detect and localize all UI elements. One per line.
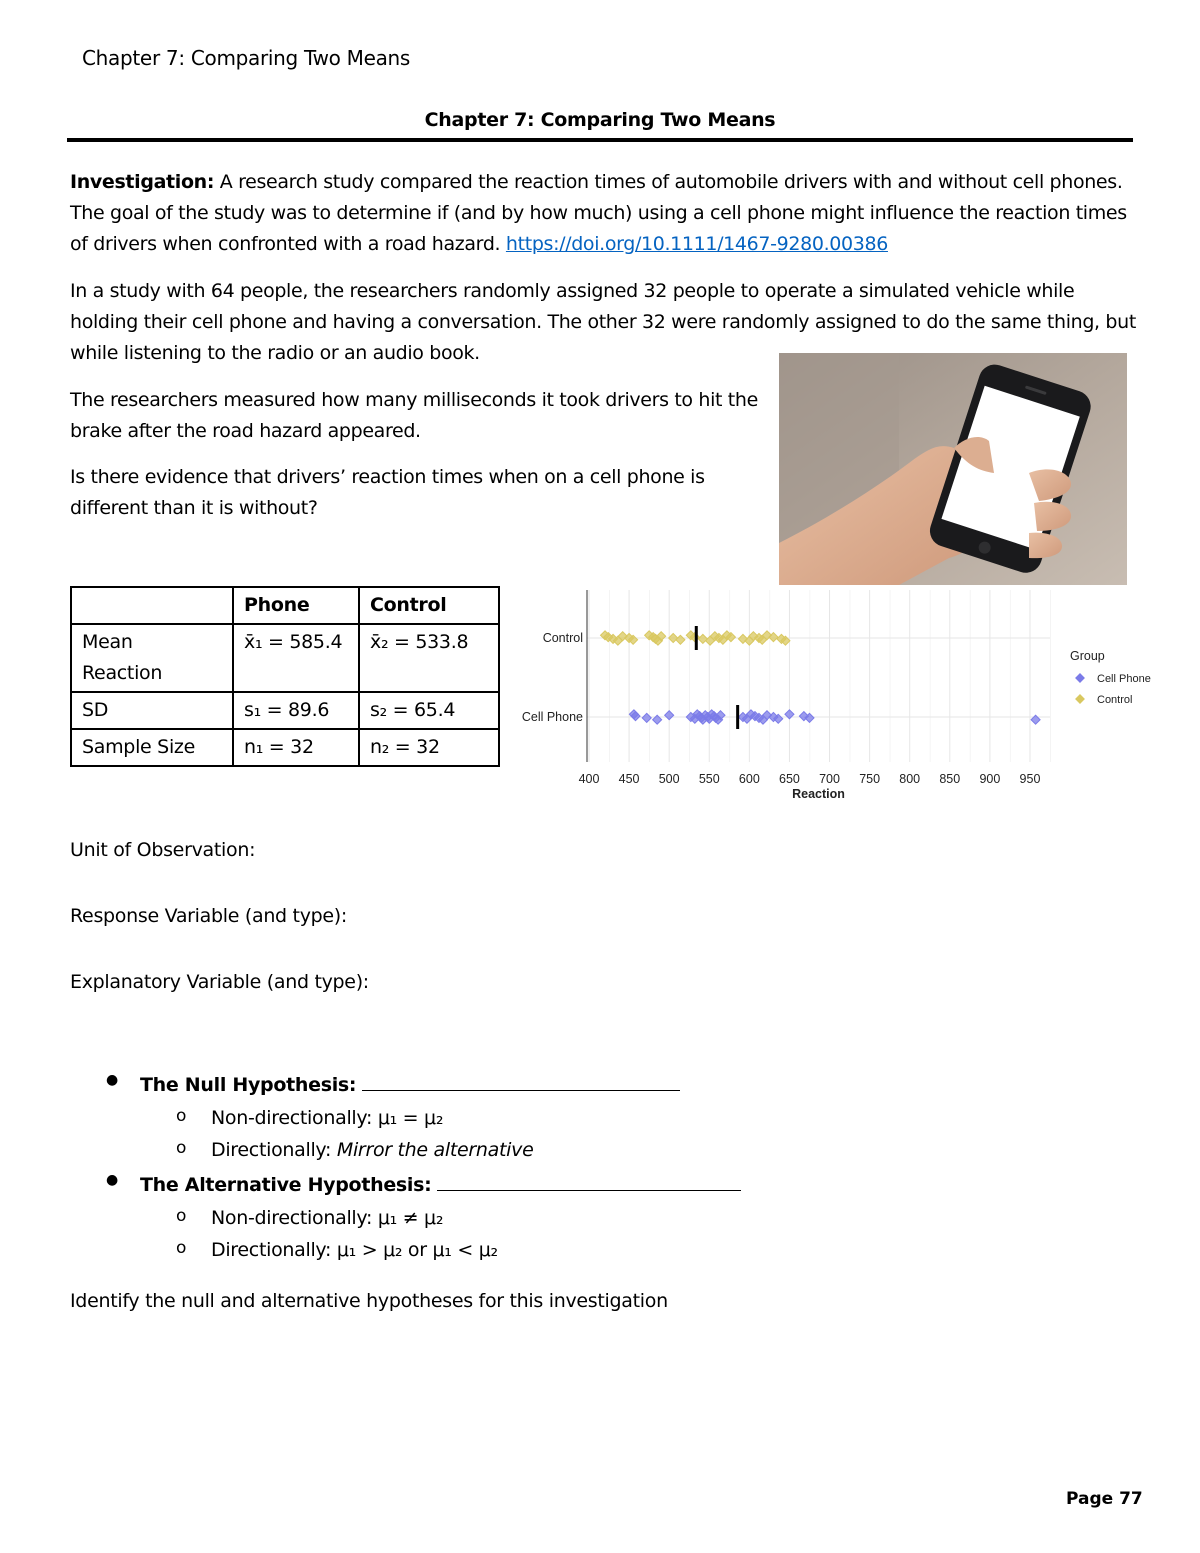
title-rule	[67, 138, 1133, 142]
table-cell: s₁ = 89.6	[233, 692, 359, 729]
null-nondirectional-item	[211, 1106, 443, 1130]
table-cell: s₂ = 65.4	[359, 692, 499, 729]
alt-nondirectional-item	[211, 1206, 443, 1230]
null-hypothesis-item	[140, 1072, 680, 1097]
identify-instruction: Identify the null and alternative hypotheses for this investigation	[70, 1290, 668, 1312]
summary-statistics-table	[70, 586, 500, 767]
x-tick-label: 950	[1019, 772, 1041, 786]
null-hypothesis-label: The Null Hypothesis:	[140, 1074, 357, 1096]
x-tick-label: 400	[578, 772, 600, 786]
x-tick-label: 700	[819, 772, 840, 786]
directional-label: Directionally:	[211, 1239, 332, 1261]
x-tick-label: 500	[658, 772, 680, 786]
table-cell: x̄₂ = 533.8	[359, 624, 499, 692]
table-cell: n₂ = 32	[359, 729, 499, 766]
legend-label: Cell Phone	[1097, 673, 1151, 685]
x-axis-label: Reaction	[792, 787, 845, 801]
directional-value: μ₁ > μ₂ or μ₁ < μ₂	[336, 1239, 498, 1261]
nondirectional-value: μ₁ = μ₂	[377, 1107, 444, 1129]
reaction-dotplot	[505, 586, 1165, 806]
circle-bullet-icon: o	[176, 1206, 187, 1226]
response-variable-prompt: Response Variable (and type):	[70, 905, 348, 927]
row-label	[71, 624, 233, 692]
table-header-cell	[71, 587, 233, 624]
x-tick-label: 900	[979, 772, 1001, 786]
bullet-icon: ●	[106, 1172, 119, 1188]
legend-swatch	[1076, 674, 1084, 682]
investigation-paragraph	[70, 167, 1140, 260]
table-row	[71, 692, 499, 729]
x-tick-label: 750	[859, 772, 881, 786]
x-tick-label: 600	[738, 772, 760, 786]
circle-bullet-icon: o	[176, 1238, 187, 1258]
row-label: SD	[71, 692, 233, 729]
y-tick-label: Control	[542, 631, 583, 645]
doi-link[interactable]: https://doi.org/10.1111/1467-9280.00386	[505, 233, 888, 255]
row-label-line: Reaction	[82, 662, 163, 684]
x-tick-label: 650	[779, 772, 800, 786]
data-point	[698, 634, 707, 643]
nondirectional-value: μ₁ ≠ μ₂	[377, 1207, 444, 1229]
unit-of-observation-prompt: Unit of Observation:	[70, 839, 256, 861]
page-title: Chapter 7: Comparing Two Means	[424, 109, 776, 131]
circle-bullet-icon: o	[176, 1106, 187, 1126]
alternative-hypothesis-label: The Alternative Hypothesis:	[140, 1174, 432, 1196]
alt-directional-item	[211, 1238, 498, 1262]
x-tick-label: 450	[618, 772, 640, 786]
legend-swatch	[1076, 695, 1084, 703]
directional-label: Directionally:	[211, 1139, 332, 1161]
page-number: Page 77	[1066, 1489, 1143, 1509]
table-header-cell: Control	[359, 587, 499, 624]
circle-bullet-icon: o	[176, 1138, 187, 1158]
row-label-line: Mean	[82, 631, 133, 653]
nondirectional-label: Non-directionally:	[211, 1107, 373, 1129]
table-cell: x̄₁ = 585.4	[233, 624, 359, 692]
bullet-icon: ●	[106, 1072, 119, 1088]
x-tick-label: 800	[899, 772, 921, 786]
null-hypothesis-blank[interactable]	[362, 1072, 680, 1091]
running-header: Chapter 7: Comparing Two Means	[82, 46, 411, 70]
alternative-hypothesis-blank[interactable]	[437, 1172, 741, 1191]
nondirectional-label: Non-directionally:	[211, 1207, 373, 1229]
y-tick-label: Cell Phone	[521, 710, 583, 724]
table-cell: n₁ = 32	[233, 729, 359, 766]
explanatory-variable-prompt: Explanatory Variable (and type):	[70, 971, 369, 993]
hand-holding-phone-photo	[779, 353, 1127, 585]
data-point	[669, 633, 678, 642]
table-header-row	[71, 587, 499, 624]
table-row	[71, 729, 499, 766]
data-point	[676, 635, 685, 644]
directional-value: Mirror the alternative	[336, 1139, 534, 1161]
investigation-text: A research study compared the reaction times of automobile drivers with and without cell phones. The goal of the study was to determine if (and by how much) using a cell phone might influence the reaction times of drivers when confronted with a road hazard.	[70, 171, 1127, 255]
data-point	[665, 711, 674, 720]
x-tick-label: 850	[939, 772, 961, 786]
null-directional-item	[211, 1138, 533, 1162]
study-design-paragraph: In a study with 64 people, the researchers randomly assigned 32 people to operate a simulated vehicle while holding their cell phone and having a conversation. The other 32 were randomly assigned to do the same thing, but while listening to the radio or an audio book.	[70, 280, 1136, 364]
table-header-cell: Phone	[233, 587, 359, 624]
row-label: Sample Size	[71, 729, 233, 766]
measurement-paragraph: The researchers measured how many milliseconds it took drivers to hit the brake after the road hazard appeared.	[70, 389, 758, 442]
legend-label: Control	[1097, 694, 1133, 706]
alternative-hypothesis-item	[140, 1172, 741, 1197]
legend-title: Group	[1070, 649, 1105, 663]
investigation-label: Investigation:	[70, 171, 215, 193]
table-row	[71, 624, 499, 692]
research-question-paragraph: Is there evidence that drivers’ reaction times when on a cell phone is different than it is without?	[70, 466, 705, 519]
x-tick-label: 550	[698, 772, 720, 786]
